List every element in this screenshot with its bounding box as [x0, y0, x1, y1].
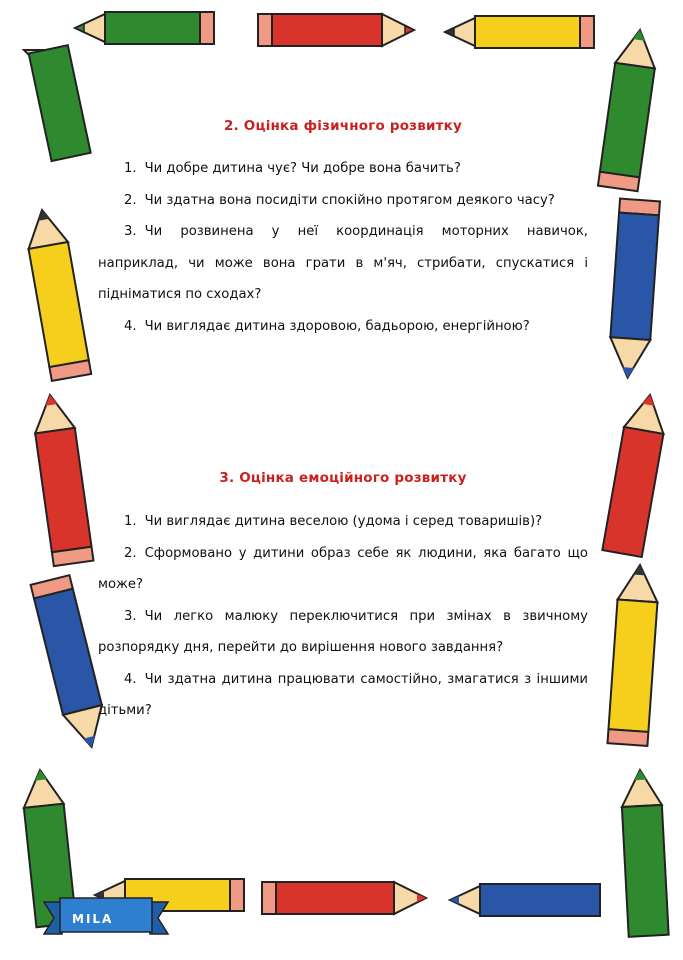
- list-item: 4. Чи здатна дитина працювати самостійно, змагатися з іншими дітьми?: [98, 671, 588, 718]
- pencil-right-3: [602, 392, 669, 558]
- pencil-bottom-3: [450, 884, 600, 916]
- list-item: 3. Чи легко малюку переключитися при змінах в звичному розпорядку дня, перейти до вирішення нового завдання?: [98, 608, 588, 655]
- pencil-left-2: [22, 207, 91, 381]
- pencil-left-1: [24, 45, 91, 161]
- pencil-left-3: [30, 392, 93, 566]
- list-item: 1. Чи виглядає дитина веселою (удома і серед товаришів)?: [124, 514, 543, 529]
- pencil-right-4: [607, 564, 659, 746]
- section-physical-development: [98, 118, 588, 342]
- list-item: 2. Сформовано у дитини образ себе як людини, яка багато що може?: [98, 545, 588, 592]
- section-3-title: 3. Оцінка емоційного розвитку: [219, 470, 467, 486]
- section-emotional-development: [98, 470, 588, 727]
- section-3-list: [98, 506, 588, 727]
- pencil-top-3: [445, 16, 594, 48]
- list-item: 1. Чи добре дитина чує? Чи добре вона бачить?: [124, 161, 461, 176]
- section-2-title: 2. Оцінка фізичного розвитку: [223, 118, 463, 134]
- pencil-top-2: [258, 14, 414, 46]
- pencil-right-1: [598, 27, 660, 191]
- list-item: 4. Чи виглядає дитина здоровою, бадьорою, енергійною?: [124, 318, 530, 334]
- list-item: 3. Чи розвинена у неї координація моторних навичок, наприклад, чи може вона грати в м'яч, стрибати, спускатися і підніматися по сходах?: [98, 224, 588, 302]
- pencil-right-5: [620, 769, 669, 937]
- pencil-bottom-2: [262, 882, 426, 914]
- section-2-list: [98, 153, 588, 342]
- badge-label: MILA: [72, 912, 114, 926]
- pencil-right-2: [608, 199, 660, 379]
- list-item: 2. Чи здатна вона посидіти спокійно протягом деякого часу?: [124, 192, 555, 208]
- pencil-top-1: [75, 12, 214, 44]
